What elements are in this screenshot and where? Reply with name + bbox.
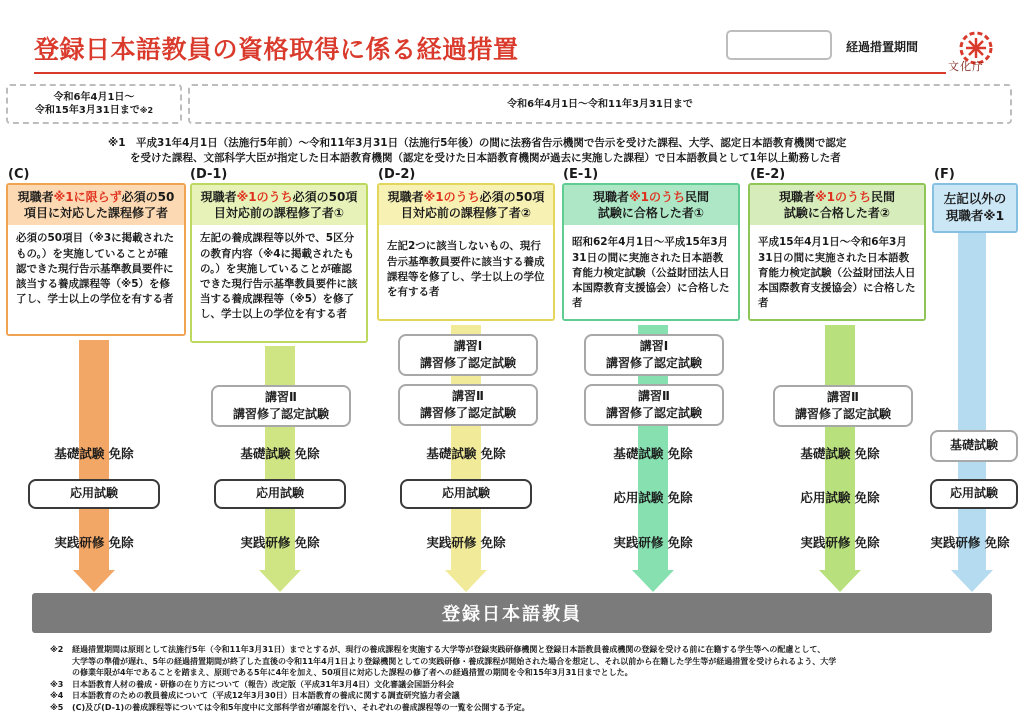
arrow-head-d2	[445, 570, 487, 592]
range-long-line1: 令和6年4月1日～	[53, 92, 135, 103]
f-practicum-exempt: 実践研修 免除	[930, 535, 1010, 550]
footnote-4: ※4 日本語教育のための教員養成について（平成12年3月30日）日本語教育の養成に関する調査研究協力者会議	[50, 691, 460, 701]
footnote-3: ※3 日本語教育人材の養成・研修の在り方について（報告）改定版（平成31年3月4日）文化審議会国語分科会	[50, 679, 455, 689]
note-1-line2: を受けた課程、文部科学大臣が指定した日本語教育機関（認定を受けた日本語教育機関が過去に実施した課程）で日本語教員として1年以上勤務した者	[130, 152, 841, 165]
category-d2-description: 左記2つに該当しないもの、現行告示基準教員要件に該当する養成課程等を修了し、学士以上の学位を有する者	[379, 225, 553, 319]
title-underline	[34, 72, 946, 74]
category-d1-header: 現職者※1のうち必須の50項 目対応前の課程修了者①	[192, 185, 366, 225]
category-e1-header: 現職者※1のうち民間 試験に合格した者①	[564, 185, 738, 225]
d2-applied-exam: 応用試験	[400, 479, 532, 509]
column-label-c: (C)	[8, 167, 30, 182]
note-1-line1: ※1 平成31年4月1日（法施行5年前）～令和11年3月31日（法施行5年後）の間に法務省告示機関で告示を受けた課程、大学、認定日本語教育機関で認定	[108, 137, 847, 149]
category-e2-header: 現職者※1のうち民間 試験に合格した者②	[750, 185, 924, 225]
registered-teacher-bar: 登録日本語教員	[32, 593, 992, 633]
d1-applied-exam: 応用試験	[214, 479, 346, 509]
column-label-d1: (D-1)	[190, 167, 228, 182]
column-label-e2: (E-2)	[750, 167, 786, 182]
c-basic-exam-exempt: 基礎試験 免除	[54, 446, 134, 461]
arrow-head-d1	[259, 570, 301, 592]
arrow-shaft-f	[958, 230, 986, 572]
category-d2-box	[377, 183, 555, 321]
range-standard-text: 令和6年4月1日～令和11年3月31日まで	[507, 98, 693, 110]
agency-logo-text: 文化庁	[948, 60, 984, 73]
e1-applied-exam-exempt: 応用試験 免除	[613, 490, 693, 505]
category-c-box	[6, 183, 186, 336]
arrow-head-f	[951, 570, 993, 592]
d2-practicum-exempt: 実践研修 免除	[426, 535, 506, 550]
category-e2-box	[748, 183, 926, 321]
e2-course2-exam: 講習Ⅱ 講習修了認定試験	[773, 385, 913, 427]
d2-course2-exam: 講習Ⅱ 講習修了認定試験	[398, 384, 538, 426]
d1-basic-exam-exempt: 基礎試験 免除	[240, 446, 320, 461]
footnote-5: ※5 (C)及び(D-1)の養成課程等については令和5年度中に文部科学省が確認を行い、それぞれの養成課程等の一覧を公開する予定。	[50, 702, 530, 712]
e1-course1-exam: 講習Ⅰ 講習修了認定試験	[584, 334, 724, 376]
category-e1-description: 昭和62年4月1日～平成15年3月31日の間に実施された日本語教育能力検定試験（公益財団法人日本国際教育支援協会）に合格した者	[564, 225, 738, 319]
range-long-mark: ※2	[139, 106, 154, 115]
transition-period-standard	[188, 84, 1012, 124]
d2-basic-exam-exempt: 基礎試験 免除	[426, 446, 506, 461]
range-long-line2: 令和15年3月31日まで	[34, 105, 140, 116]
e1-practicum-exempt: 実践研修 免除	[613, 535, 693, 550]
e1-basic-exam-exempt: 基礎試験 免除	[613, 446, 693, 461]
period-legend-swatch	[726, 30, 832, 60]
category-e1-box	[562, 183, 740, 321]
arrow-head-e2	[819, 570, 861, 592]
page-title: 登録日本語教員の資格取得に係る経過措置	[34, 35, 519, 64]
arrow-head-c	[73, 570, 115, 592]
column-label-f: (F)	[934, 167, 955, 182]
column-label-d2: (D-2)	[378, 167, 416, 182]
e1-course2-exam: 講習Ⅱ 講習修了認定試験	[584, 384, 724, 426]
transition-period-long	[6, 84, 182, 124]
category-c-header: 現職者※1に限らず必須の50 項目に対応した課程修了者	[8, 185, 184, 225]
category-d2-header: 現職者※1のうち必須の50項 目対応前の課程修了者②	[379, 185, 553, 225]
footnote-2: ※2 経過措置期間は原則として法施行5年（令和11年3月31日）までとするが、現行の養成課程を実施する大学等が登録実践研修機関と登録日本語教員養成機関の登録を受ける前に在籍する学生等への配慮として、 大学等の準備が遅れ、5年の経過措置期間が終了した直後の令和11年4月1日より登録機関としての実践研修・養成課程が開始された場合を想定し、それ以前から在籍した学生等が経過措置を受けられるよう、大学 の修業年限が4年であることを踏まえ、原則である5年に4年を加え、50項目に対応した課程の修了者への経過措置の期間を令和15年3月31日までとした。	[50, 645, 837, 678]
f-basic-exam: 基礎試験	[930, 430, 1018, 462]
category-f-box	[932, 183, 1018, 233]
e2-practicum-exempt: 実践研修 免除	[800, 535, 880, 550]
category-c-description: 必須の50項目（※3に掲載されたもの。）を実施していることが確認できた現行告示基準教員要件に該当する養成課程等（※5）を修了し、学士以上の学位を有する者	[8, 225, 184, 334]
footnotes	[50, 644, 1010, 714]
column-label-e1: (E-1)	[563, 167, 599, 182]
f-applied-exam: 応用試験	[930, 479, 1018, 509]
d1-practicum-exempt: 実践研修 免除	[240, 535, 320, 550]
category-d1-box	[190, 183, 368, 343]
d2-course1-exam: 講習Ⅰ 講習修了認定試験	[398, 334, 538, 376]
category-d1-description: 左記の養成課程等以外で、5区分の教育内容（※4に掲載されたもの。）を実施していることが確認できた現行告示基準教員要件に該当する養成課程等（※5）を修了し、学士以上の学位を有する者	[192, 225, 366, 341]
c-applied-exam: 応用試験	[28, 479, 160, 509]
e2-basic-exam-exempt: 基礎試験 免除	[800, 446, 880, 461]
category-e2-description: 平成15年4月1日～令和6年3月31日の間に実施された日本語教育能力検定試験（公益財団法人日本国際教育支援協会）に合格した者	[750, 225, 924, 319]
category-f-header: 左記以外の 現職者※1	[934, 185, 1016, 231]
c-practicum-exempt: 実践研修 免除	[54, 535, 134, 550]
period-legend-label: 経過措置期間	[846, 40, 919, 54]
arrow-head-e1	[632, 570, 674, 592]
d1-course2-exam: 講習Ⅱ 講習修了認定試験	[211, 385, 351, 427]
note-1	[108, 136, 1008, 166]
e2-applied-exam-exempt: 応用試験 免除	[800, 490, 880, 505]
